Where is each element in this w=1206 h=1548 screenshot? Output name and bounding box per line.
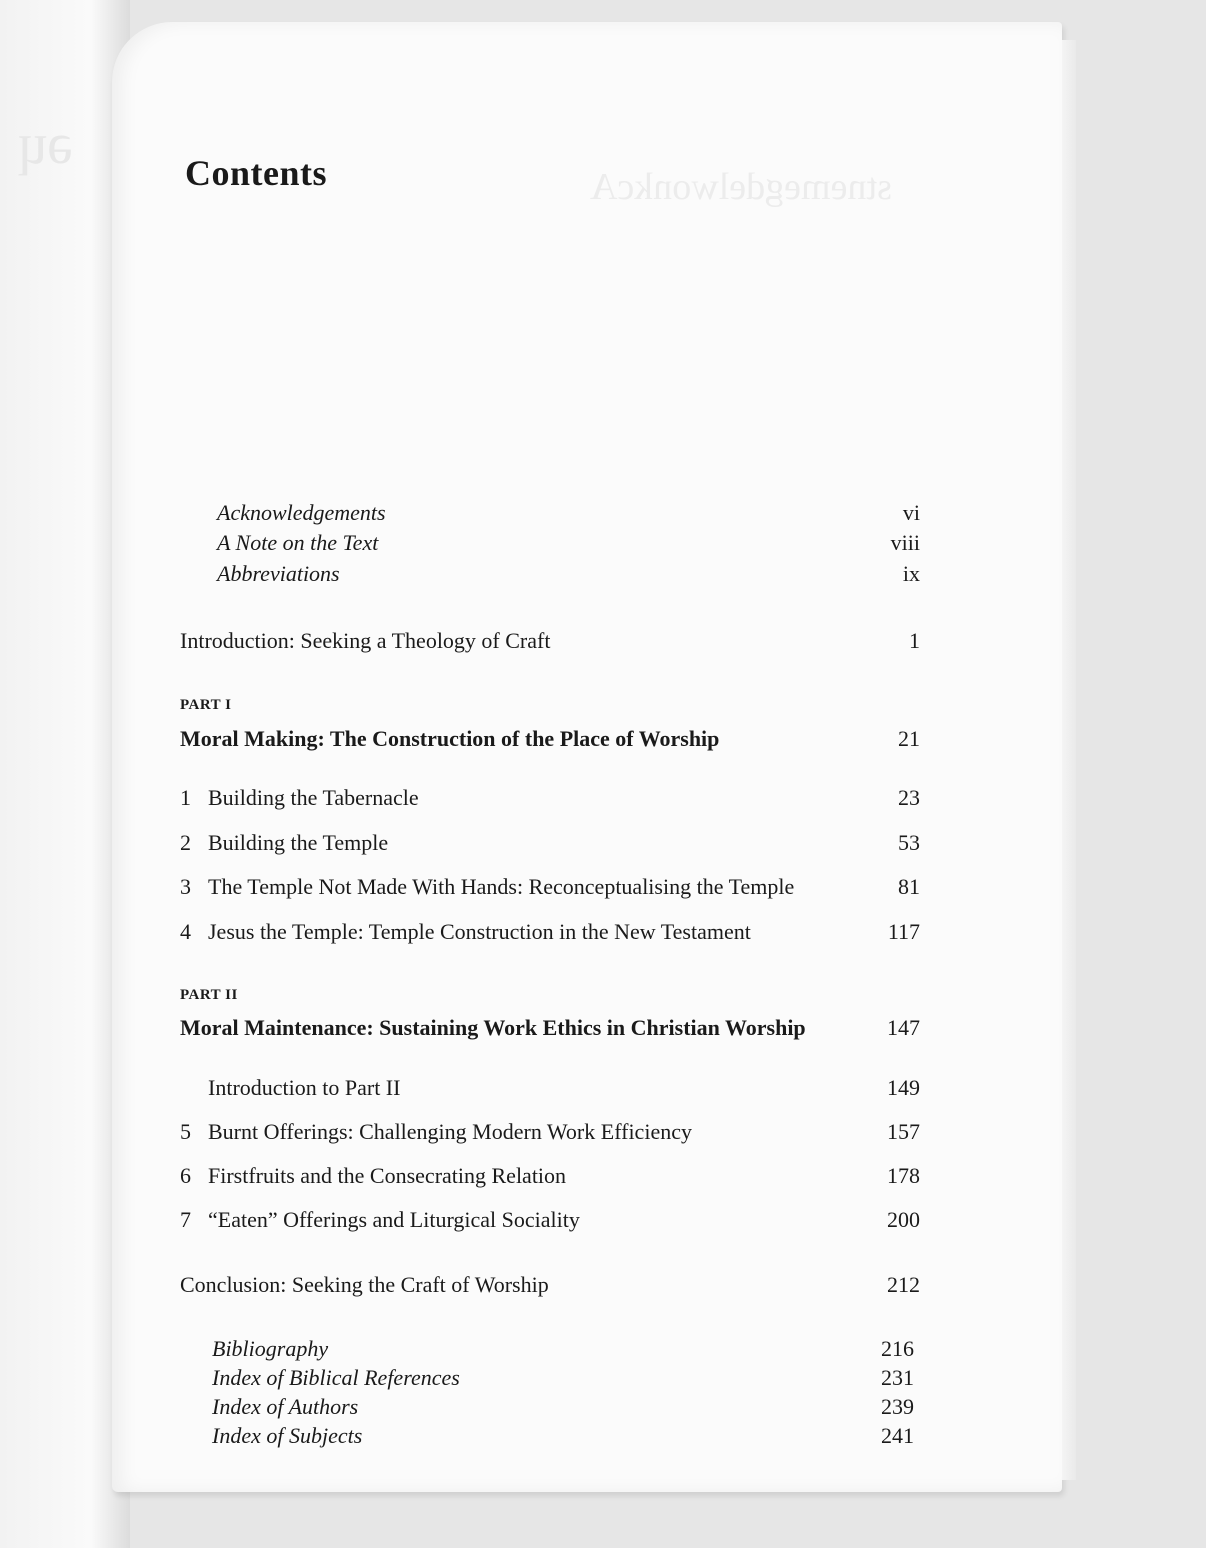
- chapter-number: 3: [180, 874, 191, 899]
- toc-entry-page: viii: [890, 530, 920, 555]
- toc-entry-label: Building the Temple: [208, 830, 389, 855]
- toc-entry-introduction: [180, 628, 920, 654]
- toc-chapter: [180, 1119, 920, 1145]
- toc-entry-page: 200: [887, 1207, 920, 1232]
- toc-entry-page: 231: [881, 1365, 914, 1390]
- toc-entry-page: 241: [881, 1423, 914, 1448]
- chapter-number: 5: [180, 1119, 191, 1144]
- part-label: PART I: [180, 697, 232, 713]
- toc-entry-abbreviations: [217, 561, 920, 587]
- toc-entry-label: Introduction to Part II: [208, 1075, 401, 1100]
- toc-entry-acknowledgements: [217, 500, 920, 526]
- toc-part-title: [180, 1015, 920, 1041]
- toc-chapter: [180, 919, 920, 945]
- toc-entry-label: Jesus the Temple: Temple Construction in the New Testament: [208, 919, 751, 944]
- facing-page: [0, 0, 130, 1548]
- toc-entry-index-biblical: [212, 1365, 914, 1391]
- chapter-number: 2: [180, 830, 191, 855]
- toc-entry-label: Moral Maintenance: Sustaining Work Ethics in Christian Worship: [180, 1015, 806, 1040]
- toc-chapter: [180, 1207, 920, 1233]
- chapter-number: 7: [180, 1207, 191, 1232]
- part-label: PART II: [180, 987, 238, 1003]
- show-through-text: stnemegdelwonkcA: [590, 166, 892, 208]
- toc-entry-bibliography: [212, 1336, 914, 1362]
- toc-entry-label: The Temple Not Made With Hands: Reconceptualising the Temple: [208, 874, 795, 899]
- toc-entry-page: 21: [898, 726, 920, 751]
- toc-entry-page: 1: [909, 628, 920, 653]
- toc-entry-label: Moral Making: The Construction of the Place of Worship: [180, 726, 720, 751]
- toc-entry-page: 149: [887, 1075, 920, 1100]
- toc-entry-page: 178: [887, 1163, 920, 1188]
- toc-entry-index-authors: [212, 1394, 914, 1420]
- toc-entry-label: Abbreviations: [217, 561, 340, 586]
- chapter-number: 6: [180, 1163, 191, 1188]
- toc-entry-page: 117: [887, 919, 920, 944]
- toc-entry-label: Index of Subjects: [212, 1423, 363, 1448]
- page-title: Contents: [185, 153, 328, 193]
- toc-entry-conclusion: [180, 1272, 920, 1298]
- toc-chapter: [180, 1163, 920, 1189]
- toc-entry-page: 53: [898, 830, 920, 855]
- toc-entry-label: Index of Authors: [212, 1394, 359, 1419]
- toc-entry-index-subjects: [212, 1423, 914, 1449]
- toc-part-intro: [208, 1075, 920, 1101]
- toc-entry-page: 81: [898, 874, 920, 899]
- facing-page-show-through: ǝɥ: [18, 111, 73, 176]
- toc-entry-label: Introduction: Seeking a Theology of Craft: [180, 628, 551, 653]
- toc-entry-label: Index of Biblical References: [212, 1365, 460, 1390]
- toc-chapter: [180, 830, 920, 856]
- toc-entry-label: Conclusion: Seeking the Craft of Worship: [180, 1272, 549, 1297]
- toc-chapter: [180, 785, 920, 811]
- toc-entry-label: Bibliography: [212, 1336, 329, 1361]
- toc-entry-page: 216: [881, 1336, 914, 1361]
- toc-chapter: [180, 874, 920, 900]
- toc-entry-label: A Note on the Text: [217, 530, 379, 555]
- toc-entry-page: 147: [887, 1015, 920, 1040]
- toc-entry-label: “Eaten” Offerings and Liturgical Sociality: [208, 1207, 580, 1232]
- chapter-number: 1: [180, 785, 191, 810]
- toc-part-title: [180, 726, 920, 752]
- toc-entry-page: ix: [902, 561, 920, 586]
- toc-entry-page: 212: [887, 1272, 920, 1297]
- toc-entry-note-on-text: [217, 530, 920, 556]
- toc-entry-page: 23: [898, 785, 920, 810]
- toc-entry-page: vi: [902, 500, 920, 525]
- toc-entry-page: 239: [881, 1394, 914, 1419]
- toc-entry-page: 157: [887, 1119, 920, 1144]
- chapter-number: 4: [180, 919, 191, 944]
- toc-entry-label: Burnt Offerings: Challenging Modern Work Efficiency: [208, 1119, 692, 1144]
- toc-entry-label: Building the Tabernacle: [208, 785, 419, 810]
- toc-entry-label: Acknowledgements: [217, 500, 386, 525]
- page-stack-edge: [1062, 40, 1076, 1480]
- toc-entry-label: Firstfruits and the Consecrating Relation: [208, 1163, 567, 1188]
